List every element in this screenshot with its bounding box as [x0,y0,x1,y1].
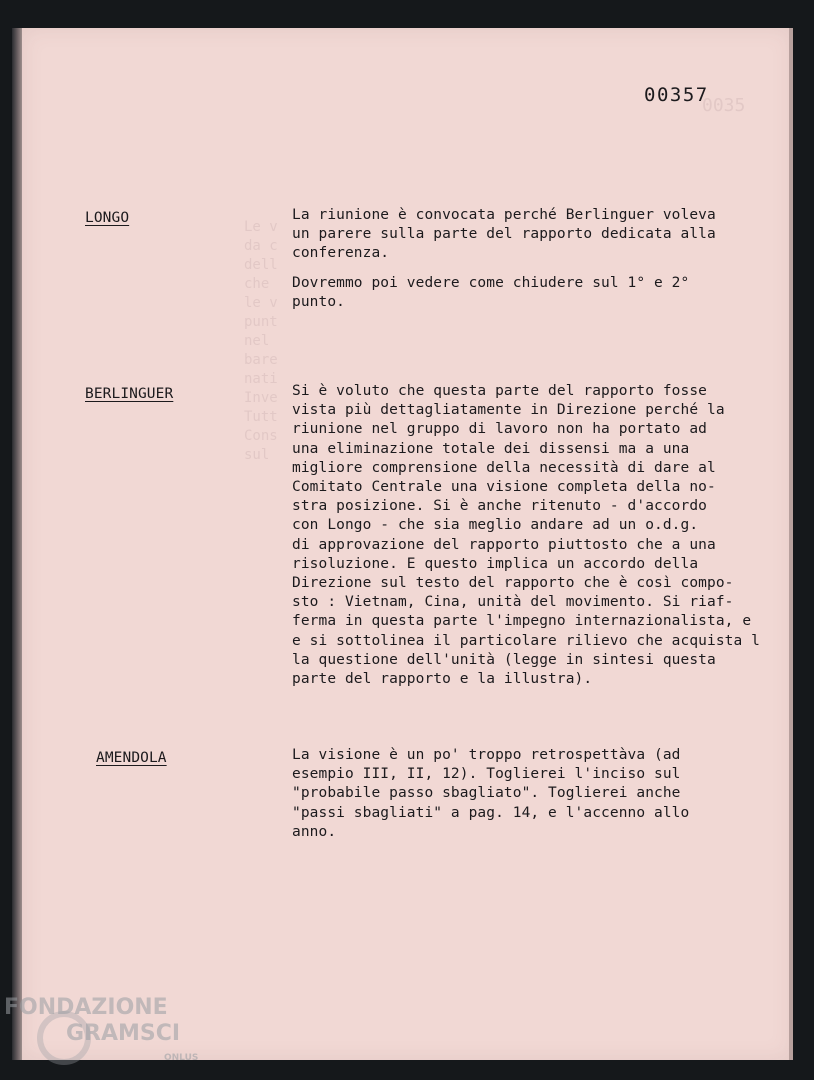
entry-longo-text [292,206,716,312]
speaker-berlinguer: BERLINGUER [85,386,174,402]
text-line: di approvazione del rapporto piuttosto che a una [292,536,716,553]
text-line: esempio III, II, 12). Toglierei l'inciso sul [292,766,681,783]
watermark-line-2: GRAMSCI [66,1021,181,1046]
watermark-line-3: ONLUS [164,1053,199,1063]
fondazione-gramsci-watermark [4,992,204,1072]
text-line: "passi sbagliati" a pag. 14, e l'accenno allo [292,804,690,821]
text-line: "probabile passo sbagliato". Toglierei anche [292,785,681,802]
text-line: migliore comprensione della necessità di dare al [292,459,716,476]
paragraph [292,382,760,689]
text-line: e si sottolinea il particolare rilievo che acquista l [292,632,760,649]
speaker-amendola: AMENDOLA [96,750,167,766]
text-line: La visione è un po' troppo retrospettàva (ad [292,747,681,763]
entry-amendola-text [292,746,689,842]
text-line: anno. [292,823,337,840]
watermark-line-1: FONDAZIONE [4,995,168,1020]
text-line: con Longo - che sia meglio andare ad un o.d.g. [292,517,699,534]
text-line: vista più dettagliatamente in Direzione perché la [292,402,725,419]
text-line: risoluzione. E questo implica un accordo della [292,555,699,572]
text-line: la questione dell'unità (legge in sintesi questa [292,651,716,668]
text-line: Si è voluto che questa parte del rapporto fosse [292,383,707,399]
speaker-longo: LONGO [85,210,130,226]
text-line: Comitato Centrale una visione completa della no- [292,479,716,496]
show-through-text: Le v da c dell che le v punt nel bare nati Inve Tutt Cons sul [244,219,278,463]
show-through-number: 0035 [702,95,746,116]
text-line: La riunione è convocata perché Berlinguer voleva [292,207,716,223]
text-line: ferma in questa parte l'impegno internazionalista, e [292,613,752,630]
text-line: sto : Vietnam, Cina, unità del movimento. Si riaf- [292,594,734,611]
text-line: stra posizione. Si è anche ritenuto - d'accordo [292,498,707,515]
text-line: una eliminazione totale dei dissensi ma a una [292,440,690,457]
text-line: Direzione sul testo del rapporto che è così compo- [292,575,734,592]
paragraph [292,206,716,264]
paragraph [292,274,716,312]
text-line: punto. [292,293,345,310]
paragraph [292,746,689,842]
text-line: riunione nel gruppo di lavoro non ha portato ad [292,421,707,438]
text-line: conferenza. [292,245,390,262]
text-line: parte del rapporto e la illustra). [292,671,593,688]
page-number: 00357 [644,84,709,106]
text-line: Dovremmo poi vedere come chiudere sul 1° e 2° [292,274,690,291]
entry-berlinguer-text [292,382,760,689]
paper-right-edge [789,28,793,1060]
text-line: un parere sulla parte del rapporto dedicata alla [292,226,716,243]
